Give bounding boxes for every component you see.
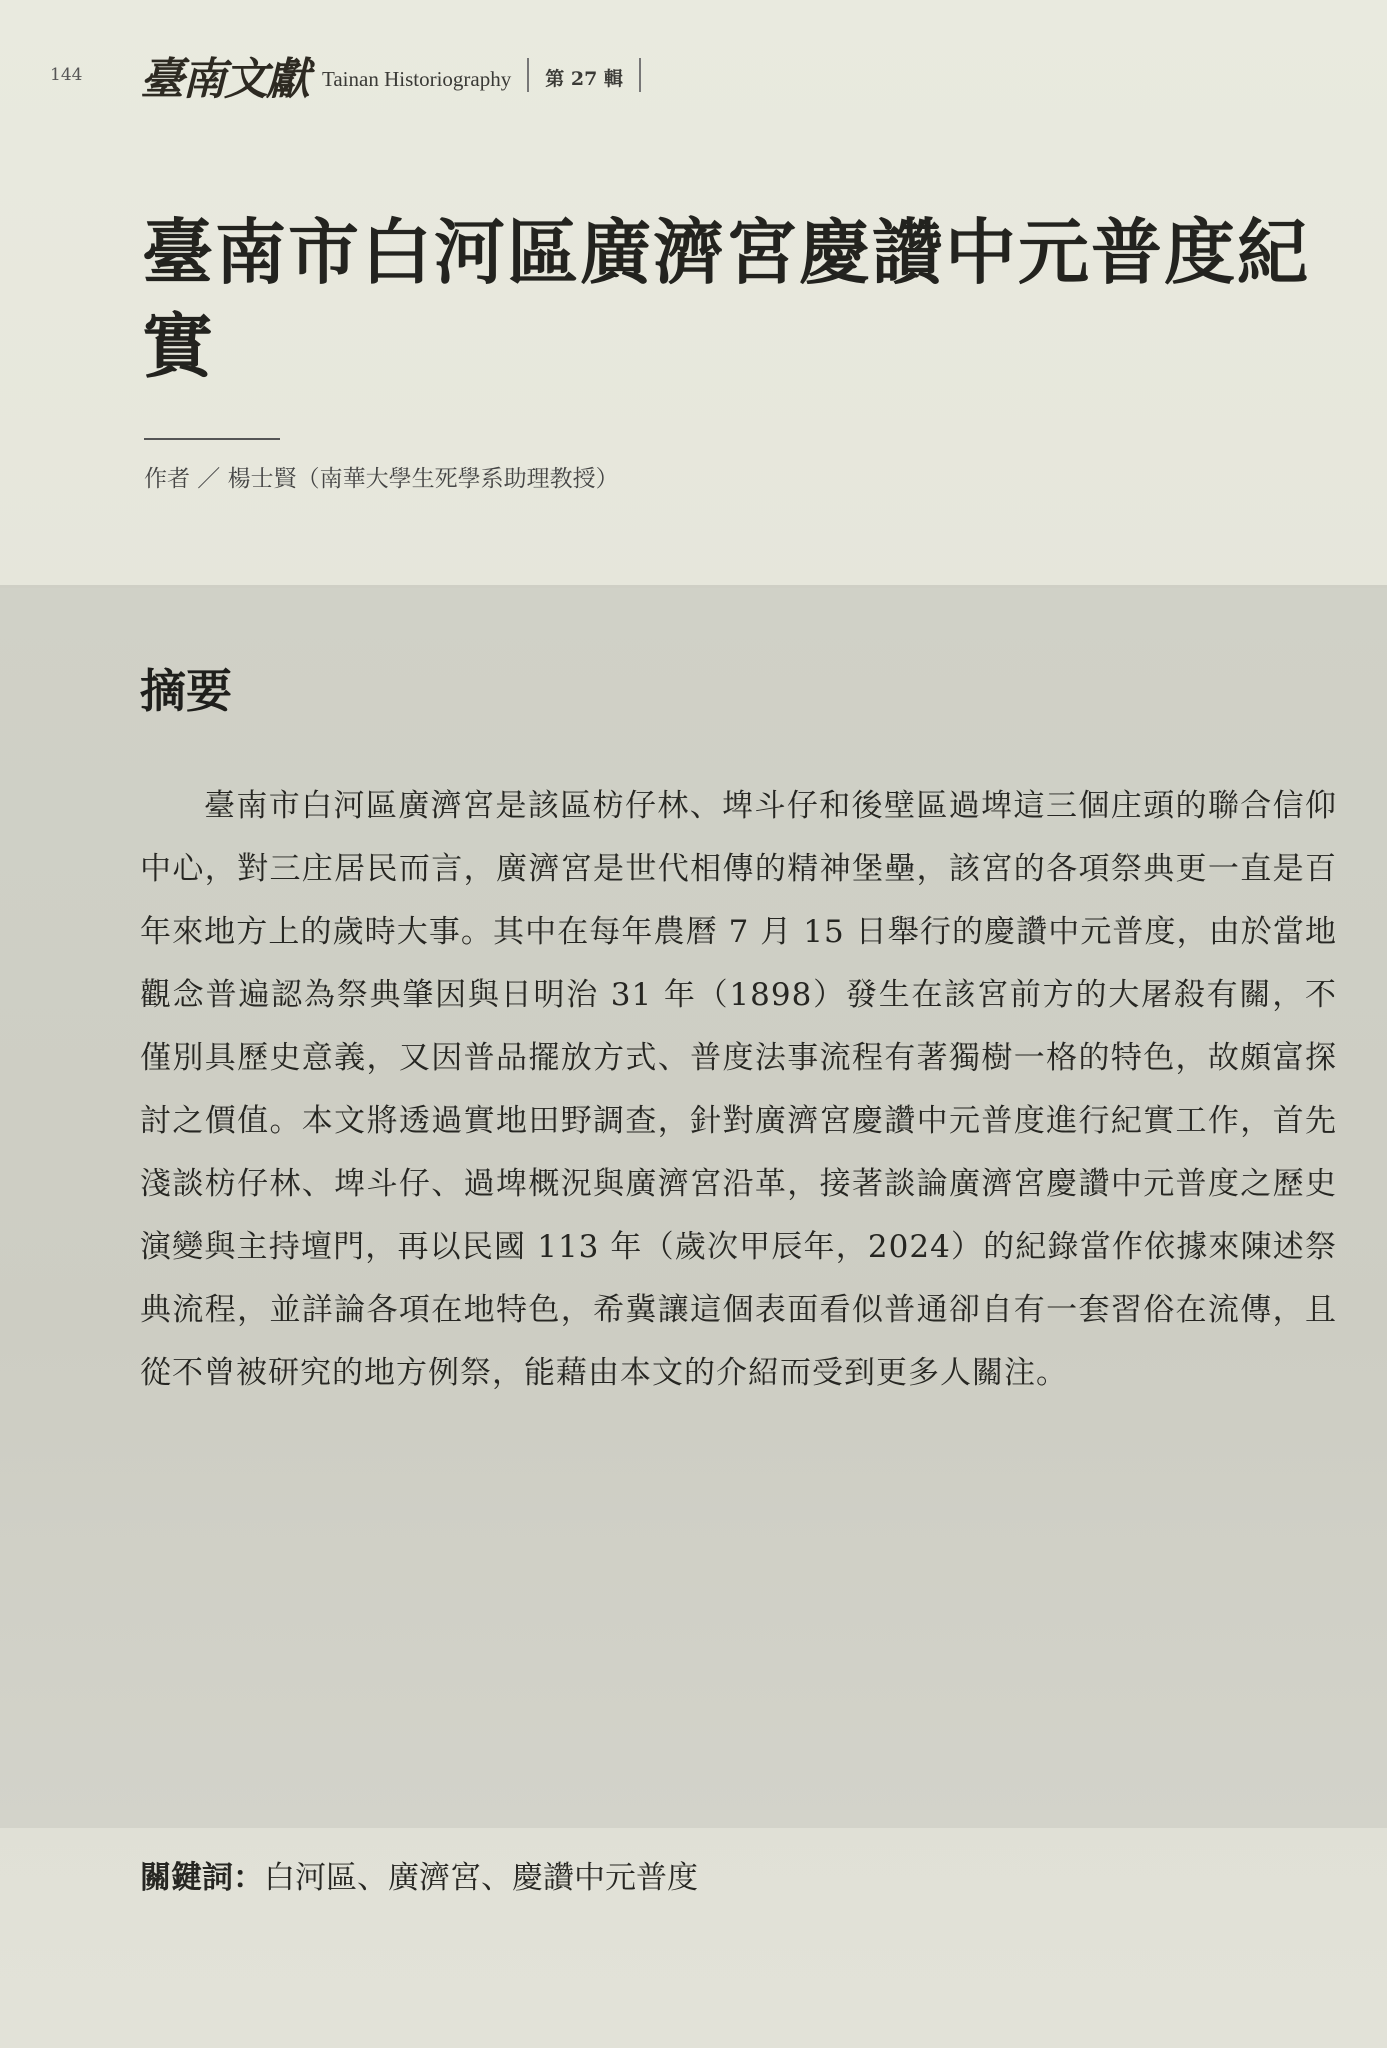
keywords-list: 白河區、廣濟宮、慶讚中元普度	[264, 1860, 698, 1896]
article-title: 臺南市白河區廣濟宮慶讚中元普度紀實	[142, 210, 1311, 388]
running-header	[50, 40, 950, 110]
header-divider	[527, 58, 529, 92]
author-line: 作者 ／ 楊士賢（南華大學生死學系助理教授）	[144, 466, 619, 492]
issue-number: 第 27 輯	[545, 67, 623, 90]
journal-logo: 臺南文獻	[140, 54, 308, 105]
abstract-text: 臺南市白河區廣濟宮是該區枋仔林、埤斗仔和後壁區過埤這三個庄頭的聯合信仰中心，對三庄居民而言，廣濟宮是世代相傳的精神堡壘，該宮的各項祭典更一直是百年來地方上的歲時大事。其中在每年農曆 7 月 15 日舉行的慶讚中元普度，由於當地觀念普遍認為祭典肇因與日明治 31 年（1898）發生在該宮前方的大屠殺有關，不僅別具歷史意義，又因普品擺放方式、普度法事流程有著獨樹一格的特色，故頗富探討之價值。本文將透過實地田野調查，針對廣濟宮慶讚中元普度進行紀實工作，首先淺談枋仔林、埤斗仔、過埤概況與廣濟宮沿革，接著談論廣濟宮慶讚中元普度之歷史演變與主持壇門，再以民國 113 年（歲次甲辰年，2024）的紀錄當作依據來陳述祭典流程，並詳論各項在地特色，希冀讓這個表面看似普通卻自有一套習俗在流傳，且從不曾被研究的地方例祭，能藉由本文的介紹而受到更多人關注。	[140, 788, 1337, 1391]
keywords-label: 關鍵詞：	[140, 1860, 264, 1896]
journal-english-name: Tainan Historiography	[322, 66, 512, 91]
page-number: 144	[50, 65, 83, 85]
header-divider	[639, 58, 641, 92]
title-rule	[144, 438, 280, 440]
abstract-heading: 摘要	[140, 664, 232, 718]
keywords-line	[140, 1852, 698, 1897]
